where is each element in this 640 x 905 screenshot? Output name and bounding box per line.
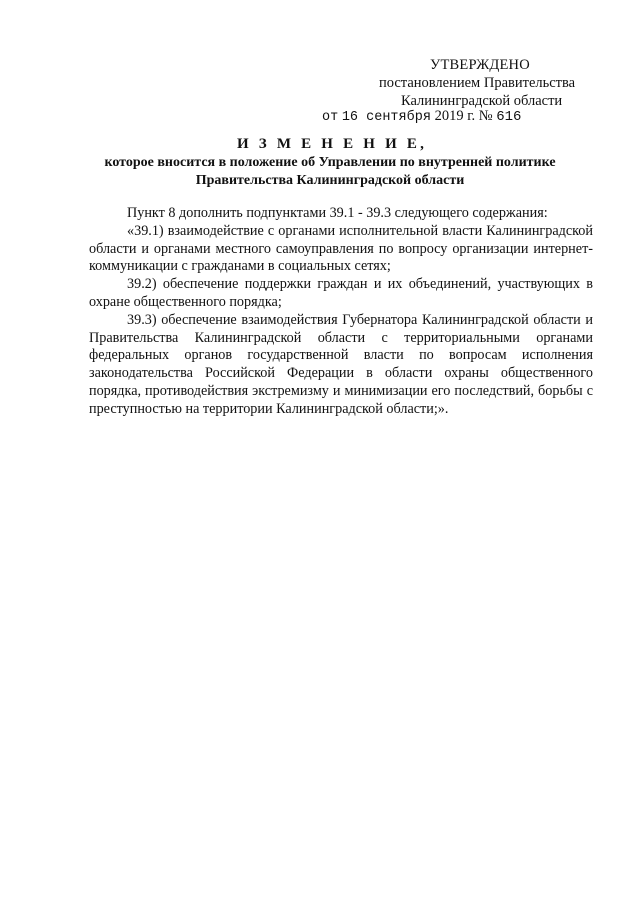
region-label: Калининградской области xyxy=(401,93,563,109)
document-subtitle-line2: Правительства Калининградской области xyxy=(195,173,465,188)
date-prefix: от xyxy=(322,110,339,125)
document-body xyxy=(89,205,593,419)
date-day-month: 16 сентября xyxy=(341,110,431,125)
approved-label: УТВЕРЖДЕНО xyxy=(430,57,530,73)
date-year: 2019 г. xyxy=(434,108,476,124)
approval-date-line xyxy=(322,107,521,127)
document-subtitle-line1: которое вносится в положение об Управлении по внутренней политике xyxy=(104,155,556,170)
document-title: И З М Е Н Е Н И Е, xyxy=(236,136,428,152)
resolution-number: 616 xyxy=(496,109,522,125)
item-39-1-paragraph: «39.1) взаимодействие с органами исполнительной власти Калининградской области и органами местного самоуправления по вопросу организации интернет-коммуникации с гражданами в социальных сетях; xyxy=(89,222,593,275)
intro-paragraph: Пункт 8 дополнить подпунктами 39.1 - 39.3 следующего содержания: xyxy=(127,205,548,221)
item-39-2-paragraph: 39.2) обеспечение поддержки граждан и их объединений, участвующих в охране общественного порядка; xyxy=(89,276,593,310)
item-39-3-paragraph: 39.3) обеспечение взаимодействия Губернатора Калининградской области и Правительства Калининградской области с территориальными органами федеральных органов государственной власти по вопросам исполнения законодательства Российской Федерации в области охраны общественного порядка, противодействия экстремизму и минимизации его последствий, борьбы с преступностью на территории Калининградской области;». xyxy=(89,311,593,417)
number-sign: № xyxy=(478,108,493,124)
resolution-label: постановлением Правительства xyxy=(379,75,576,91)
